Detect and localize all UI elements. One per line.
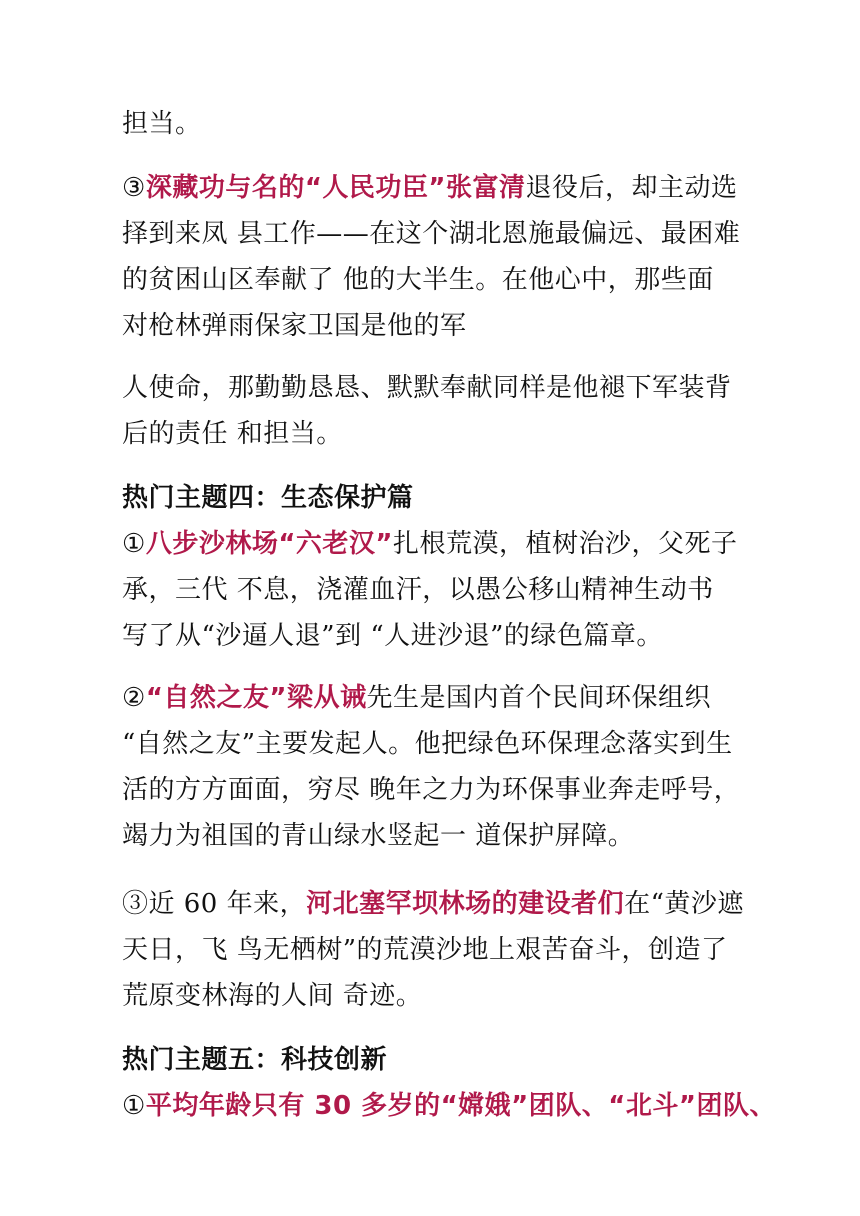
text-line-14: 活的方方面面，穷尽 晚年之力为环保事业奔走呼号， (122, 775, 741, 805)
text-line-5: 对枪林弹雨保家卫国是他的军 (122, 311, 467, 341)
text-line-2: ③深藏功与名的“人民功臣”张富清退役后，却主动选 (122, 173, 738, 203)
text-line-20: ①平均年龄只有 30 多岁的“嫦娥”团队、“北斗”团队、 (122, 1091, 776, 1121)
text-line-6: 人使命，那勤勤恳恳、默默奉献同样是他褪下军装背 (122, 373, 732, 403)
text-line-7: 后的责任 和担当。 (122, 419, 343, 449)
text-line-16: ③近 60 年来，河北塞罕坝林场的建设者们在“黄沙遮 (122, 889, 744, 919)
highlight-babusha: 八步沙林场“六老汉” (145, 529, 393, 559)
text-line-17: 天日，飞 鸟无栖树”的荒漠沙地上艰苦奋斗，创造了 (122, 935, 728, 965)
highlight-saihanba: 河北塞罕坝林场的建设者们 (306, 889, 625, 919)
highlight-zhang-fuqing: 深藏功与名的“人民功臣”张富清 (145, 173, 526, 203)
text-line-3: 择到来凤 县工作——在这个湖北恩施最偏远、最困难 (122, 219, 741, 249)
text-line-12: ②“自然之友”梁从诫先生是国内首个民间环保组织 (122, 683, 712, 713)
text-line-9: ①八步沙林场“六老汉”扎根荒漠，植树治沙，父死子 (122, 529, 738, 559)
text-line-1: 担当。 (122, 109, 202, 139)
section-heading-ecology: 热门主题四：生态保护篇 (122, 483, 414, 513)
text-line-18: 荒原变林海的人间 奇迹。 (122, 981, 423, 1011)
text-line-4: 的贫困山区奉献了 他的大半生。在他心中，那些面 (122, 265, 714, 295)
highlight-change-beidou: 平均年龄只有 30 多岁的“嫦娥”团队、“北斗”团队、 (145, 1091, 776, 1121)
text-line-10: 承，三代 不息，浇灌血汗，以愚公移山精神生动书 (122, 575, 714, 605)
text-line-13: “自然之友”主要发起人。他把绿色环保理念落实到生 (122, 729, 733, 759)
text-line-11: 写了从“沙逼人退”到 “人进沙退”的绿色篇章。 (122, 621, 663, 651)
highlight-liang-congjie: “自然之友”梁从诫 (145, 683, 367, 713)
section-heading-tech: 热门主题五：科技创新 (122, 1045, 388, 1075)
text-line-15: 竭力为祖国的青山绿水竖起一 道保护屏障。 (122, 821, 635, 851)
